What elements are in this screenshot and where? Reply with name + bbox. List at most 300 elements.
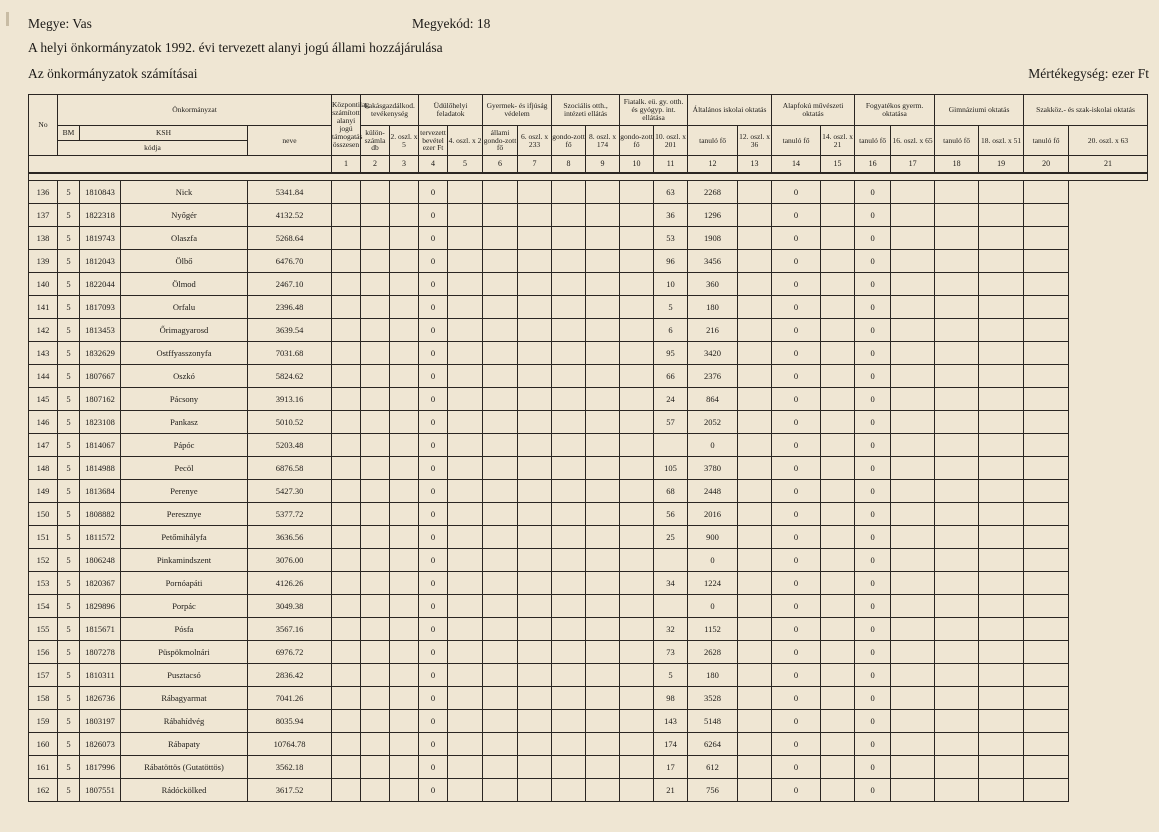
sub-header-2: 2. oszl. x 5 <box>390 126 419 156</box>
row-col-20 <box>979 756 1024 779</box>
row-col-21 <box>1024 733 1069 756</box>
row-col-16 <box>821 480 855 503</box>
row-col-12: 5 <box>654 296 688 319</box>
row-col-18 <box>891 595 935 618</box>
table-row <box>29 342 1148 365</box>
row-col-4 <box>390 595 419 618</box>
row-col-17: 0 <box>855 779 891 802</box>
row-col-9 <box>552 411 586 434</box>
row-col-18 <box>891 227 935 250</box>
row-col-21 <box>1024 342 1069 365</box>
row-col-5: 0 <box>419 710 448 733</box>
row-col-14 <box>738 549 772 572</box>
row-col-6 <box>448 549 483 572</box>
row-total: 3639.54 <box>248 319 332 342</box>
row-col-3 <box>361 756 390 779</box>
row-col-21 <box>1024 756 1069 779</box>
row-col-18 <box>891 296 935 319</box>
row-col-16 <box>821 273 855 296</box>
table-row <box>29 733 1148 756</box>
row-col-14 <box>738 503 772 526</box>
row-col-8 <box>518 595 552 618</box>
row-col-10 <box>586 779 620 802</box>
row-col-18 <box>891 526 935 549</box>
row-col-12: 143 <box>654 710 688 733</box>
row-col-5: 0 <box>419 411 448 434</box>
row-col-19 <box>935 250 979 273</box>
row-col-6 <box>448 388 483 411</box>
row-col-15: 0 <box>772 664 821 687</box>
row-col-9 <box>552 296 586 319</box>
column-number-16: 16 <box>855 156 891 174</box>
column-number-3: 3 <box>390 156 419 174</box>
row-name: Rábapaty <box>121 733 248 756</box>
row-col-16 <box>821 733 855 756</box>
row-name: Rábagyarmat <box>121 687 248 710</box>
row-col-9 <box>552 204 586 227</box>
row-col-7 <box>483 365 518 388</box>
row-col-10 <box>586 664 620 687</box>
row-col-8 <box>518 503 552 526</box>
row-col-13: 2448 <box>688 480 738 503</box>
row-col-8 <box>518 250 552 273</box>
row-col-9 <box>552 434 586 457</box>
row-total: 8035.94 <box>248 710 332 733</box>
row-no: 138 <box>29 227 58 250</box>
row-col-10 <box>586 526 620 549</box>
row-col-19 <box>935 480 979 503</box>
row-bm: 5 <box>58 779 80 802</box>
row-col-10 <box>586 710 620 733</box>
row-col-9 <box>552 503 586 526</box>
row-col-15: 0 <box>772 618 821 641</box>
row-col-16 <box>821 319 855 342</box>
row-col-20 <box>979 365 1024 388</box>
row-col-9 <box>552 365 586 388</box>
row-col-5: 0 <box>419 549 448 572</box>
row-col-10 <box>586 733 620 756</box>
row-no: 152 <box>29 549 58 572</box>
col-no-header: No <box>29 95 58 156</box>
row-ksh: 1832629 <box>80 342 121 365</box>
row-col-15: 0 <box>772 250 821 273</box>
row-col-12: 10 <box>654 273 688 296</box>
column-number-blank <box>29 156 332 174</box>
row-col-17: 0 <box>855 250 891 273</box>
row-col-20 <box>979 204 1024 227</box>
row-total: 3617.52 <box>248 779 332 802</box>
row-name: Orfalu <box>121 296 248 319</box>
row-col-17: 0 <box>855 273 891 296</box>
row-ksh: 1803197 <box>80 710 121 733</box>
row-col-12: 66 <box>654 365 688 388</box>
row-col-20 <box>979 687 1024 710</box>
row-col-21 <box>1024 595 1069 618</box>
row-bm: 5 <box>58 710 80 733</box>
row-col-19 <box>935 733 979 756</box>
row-col-4 <box>390 411 419 434</box>
row-col-16 <box>821 756 855 779</box>
row-col-17: 0 <box>855 503 891 526</box>
row-col-19 <box>935 664 979 687</box>
row-col-11 <box>620 664 654 687</box>
row-col-11 <box>620 388 654 411</box>
row-col-19 <box>935 388 979 411</box>
row-ksh: 1822318 <box>80 204 121 227</box>
row-col-21 <box>1024 641 1069 664</box>
row-col-21 <box>1024 434 1069 457</box>
row-col-10 <box>586 181 620 204</box>
row-col-16 <box>821 296 855 319</box>
row-col-13: 2628 <box>688 641 738 664</box>
row-col-7 <box>483 227 518 250</box>
row-total: 2836.42 <box>248 664 332 687</box>
row-name: Oszkó <box>121 365 248 388</box>
row-no: 145 <box>29 388 58 411</box>
row-col-10 <box>586 641 620 664</box>
row-name: Porpác <box>121 595 248 618</box>
row-col-14 <box>738 388 772 411</box>
row-col-9 <box>552 388 586 411</box>
col-fiatalk-header: Fiatalk. eü. gy. otth. és gyógyp. int. ellátása <box>620 95 688 126</box>
row-col-12: 34 <box>654 572 688 595</box>
row-col-11 <box>620 687 654 710</box>
table-row <box>29 457 1148 480</box>
row-col-21 <box>1024 664 1069 687</box>
row-col-21 <box>1024 250 1069 273</box>
row-col-6 <box>448 618 483 641</box>
row-col-5: 0 <box>419 388 448 411</box>
row-col-4 <box>390 434 419 457</box>
row-col-17: 0 <box>855 342 891 365</box>
row-name: Pósfa <box>121 618 248 641</box>
row-col-13: 756 <box>688 779 738 802</box>
row-col-20 <box>979 434 1024 457</box>
row-col-2 <box>332 526 361 549</box>
row-ksh: 1829896 <box>80 595 121 618</box>
row-col-8 <box>518 710 552 733</box>
row-col-4 <box>390 526 419 549</box>
row-col-20 <box>979 480 1024 503</box>
row-no: 140 <box>29 273 58 296</box>
row-col-13: 900 <box>688 526 738 549</box>
row-no: 146 <box>29 411 58 434</box>
row-col-4 <box>390 756 419 779</box>
row-col-8 <box>518 365 552 388</box>
row-col-7 <box>483 710 518 733</box>
row-total: 5268.64 <box>248 227 332 250</box>
row-col-20 <box>979 733 1024 756</box>
row-col-2 <box>332 181 361 204</box>
row-col-10 <box>586 411 620 434</box>
row-col-21 <box>1024 503 1069 526</box>
row-col-16 <box>821 641 855 664</box>
row-col-14 <box>738 595 772 618</box>
row-col-18 <box>891 365 935 388</box>
row-col-6 <box>448 733 483 756</box>
row-col-21 <box>1024 572 1069 595</box>
row-col-18 <box>891 273 935 296</box>
row-bm: 5 <box>58 181 80 204</box>
row-col-20 <box>979 664 1024 687</box>
row-no: 149 <box>29 480 58 503</box>
row-col-13: 2376 <box>688 365 738 388</box>
row-col-7 <box>483 250 518 273</box>
row-col-18 <box>891 457 935 480</box>
row-col-16 <box>821 687 855 710</box>
row-col-21 <box>1024 687 1069 710</box>
row-col-14 <box>738 342 772 365</box>
row-col-9 <box>552 756 586 779</box>
row-col-16 <box>821 779 855 802</box>
row-name: Rádóckölked <box>121 779 248 802</box>
row-col-15: 0 <box>772 480 821 503</box>
row-col-20 <box>979 457 1024 480</box>
row-col-20 <box>979 618 1024 641</box>
row-total: 7031.68 <box>248 342 332 365</box>
row-col-17: 0 <box>855 296 891 319</box>
row-total: 3636.56 <box>248 526 332 549</box>
row-col-13: 360 <box>688 273 738 296</box>
row-ksh: 1808882 <box>80 503 121 526</box>
row-col-5: 0 <box>419 273 448 296</box>
row-no: 159 <box>29 710 58 733</box>
row-col-11 <box>620 595 654 618</box>
row-col-12: 105 <box>654 457 688 480</box>
row-col-6 <box>448 342 483 365</box>
row-col-9 <box>552 595 586 618</box>
row-col-20 <box>979 250 1024 273</box>
row-bm: 5 <box>58 273 80 296</box>
column-number-row <box>29 156 1148 174</box>
row-col-12: 6 <box>654 319 688 342</box>
sub-header-16: 16. oszl. x 65 <box>891 126 935 156</box>
row-col-10 <box>586 319 620 342</box>
col-lakas-header: Lakásgazdálkod. tevékenység <box>361 95 419 126</box>
row-col-7 <box>483 779 518 802</box>
row-col-18 <box>891 641 935 664</box>
row-col-4 <box>390 296 419 319</box>
sub-header-19: tanuló fő <box>1024 126 1069 156</box>
row-col-19 <box>935 319 979 342</box>
col-gyermek-header: Gyermek- és ifjúság védelem <box>483 95 552 126</box>
row-col-13: 612 <box>688 756 738 779</box>
row-col-14 <box>738 526 772 549</box>
row-col-21 <box>1024 411 1069 434</box>
row-col-3 <box>361 342 390 365</box>
row-col-7 <box>483 572 518 595</box>
row-col-13: 0 <box>688 434 738 457</box>
table-row <box>29 664 1148 687</box>
row-col-5: 0 <box>419 250 448 273</box>
row-col-14 <box>738 434 772 457</box>
row-col-2 <box>332 388 361 411</box>
row-col-8 <box>518 480 552 503</box>
row-col-6 <box>448 756 483 779</box>
row-col-3 <box>361 549 390 572</box>
row-col-4 <box>390 365 419 388</box>
row-col-17: 0 <box>855 664 891 687</box>
row-col-4 <box>390 388 419 411</box>
row-col-18 <box>891 411 935 434</box>
row-total: 3567.16 <box>248 618 332 641</box>
row-col-11 <box>620 434 654 457</box>
county-label: Megye: Vas <box>28 16 92 31</box>
row-col-4 <box>390 549 419 572</box>
row-col-17: 0 <box>855 572 891 595</box>
row-ksh: 1807278 <box>80 641 121 664</box>
row-name: Pusztacsó <box>121 664 248 687</box>
row-col-10 <box>586 388 620 411</box>
row-col-16 <box>821 526 855 549</box>
row-ksh: 1826073 <box>80 733 121 756</box>
row-col-10 <box>586 503 620 526</box>
row-col-19 <box>935 549 979 572</box>
row-col-2 <box>332 549 361 572</box>
row-bm: 5 <box>58 365 80 388</box>
row-col-15: 0 <box>772 227 821 250</box>
row-col-12 <box>654 595 688 618</box>
row-col-7 <box>483 411 518 434</box>
row-ksh: 1807551 <box>80 779 121 802</box>
row-bm: 5 <box>58 296 80 319</box>
row-col-6 <box>448 434 483 457</box>
row-name: Pinkamindszent <box>121 549 248 572</box>
sub-header-10: 10. oszl. x 201 <box>654 126 688 156</box>
row-bm: 5 <box>58 204 80 227</box>
col-bm-header: BM <box>58 126 80 141</box>
paper-edge-mark <box>6 12 9 26</box>
row-col-9 <box>552 779 586 802</box>
table-row <box>29 687 1148 710</box>
row-col-2 <box>332 756 361 779</box>
row-col-21 <box>1024 549 1069 572</box>
row-col-19 <box>935 595 979 618</box>
row-col-11 <box>620 526 654 549</box>
unit-label: Mértékegység: ezer Ft <box>1028 66 1149 81</box>
row-col-2 <box>332 319 361 342</box>
row-ksh: 1822044 <box>80 273 121 296</box>
sub-header-18: 18. oszl. x 51 <box>979 126 1024 156</box>
row-col-19 <box>935 503 979 526</box>
row-no: 161 <box>29 756 58 779</box>
row-col-19 <box>935 526 979 549</box>
row-col-14 <box>738 641 772 664</box>
row-no: 160 <box>29 733 58 756</box>
row-col-17: 0 <box>855 227 891 250</box>
row-col-3 <box>361 434 390 457</box>
row-col-10 <box>586 618 620 641</box>
table-row <box>29 618 1148 641</box>
row-total: 5824.62 <box>248 365 332 388</box>
row-col-6 <box>448 526 483 549</box>
row-col-17: 0 <box>855 618 891 641</box>
row-col-2 <box>332 250 361 273</box>
row-col-2 <box>332 296 361 319</box>
row-col-16 <box>821 388 855 411</box>
row-col-3 <box>361 457 390 480</box>
row-col-18 <box>891 342 935 365</box>
row-col-9 <box>552 250 586 273</box>
row-col-6 <box>448 204 483 227</box>
row-col-13: 2052 <box>688 411 738 434</box>
row-col-8 <box>518 273 552 296</box>
row-ksh: 1810843 <box>80 181 121 204</box>
row-name: Petőmihályfa <box>121 526 248 549</box>
row-col-12: 32 <box>654 618 688 641</box>
row-col-15: 0 <box>772 687 821 710</box>
row-no: 137 <box>29 204 58 227</box>
row-bm: 5 <box>58 664 80 687</box>
row-col-13: 3528 <box>688 687 738 710</box>
row-col-6 <box>448 227 483 250</box>
row-col-5: 0 <box>419 756 448 779</box>
row-col-18 <box>891 549 935 572</box>
row-col-3 <box>361 273 390 296</box>
row-ksh: 1807667 <box>80 365 121 388</box>
row-col-10 <box>586 204 620 227</box>
header-row-2 <box>29 126 1148 141</box>
row-col-8 <box>518 641 552 664</box>
row-col-6 <box>448 503 483 526</box>
row-col-15: 0 <box>772 779 821 802</box>
row-col-11 <box>620 503 654 526</box>
row-col-20 <box>979 526 1024 549</box>
column-number-18: 18 <box>935 156 979 174</box>
row-no: 139 <box>29 250 58 273</box>
column-number-15: 15 <box>821 156 855 174</box>
row-col-5: 0 <box>419 779 448 802</box>
row-no: 143 <box>29 342 58 365</box>
row-col-2 <box>332 641 361 664</box>
row-col-19 <box>935 457 979 480</box>
row-col-17: 0 <box>855 181 891 204</box>
row-bm: 5 <box>58 342 80 365</box>
row-col-8 <box>518 526 552 549</box>
row-col-8 <box>518 319 552 342</box>
row-col-8 <box>518 411 552 434</box>
row-col-18 <box>891 250 935 273</box>
sub-header-7: gondo-zott fő <box>552 126 586 156</box>
col-udulo-header: Üdülőhelyi feladatok <box>419 95 483 126</box>
row-col-11 <box>620 457 654 480</box>
row-ksh: 1814988 <box>80 457 121 480</box>
row-col-12: 63 <box>654 181 688 204</box>
row-col-4 <box>390 733 419 756</box>
row-col-3 <box>361 710 390 733</box>
row-col-15: 0 <box>772 365 821 388</box>
row-col-19 <box>935 710 979 733</box>
row-col-14 <box>738 779 772 802</box>
row-col-7 <box>483 549 518 572</box>
row-col-18 <box>891 503 935 526</box>
column-number-5: 5 <box>448 156 483 174</box>
row-name: Nyőgér <box>121 204 248 227</box>
column-number-13: 13 <box>738 156 772 174</box>
row-col-9 <box>552 733 586 756</box>
row-name: Ölmod <box>121 273 248 296</box>
row-col-19 <box>935 687 979 710</box>
row-col-10 <box>586 756 620 779</box>
row-col-5: 0 <box>419 733 448 756</box>
sub-header-15: tanuló fő <box>855 126 891 156</box>
row-col-21 <box>1024 526 1069 549</box>
row-col-7 <box>483 457 518 480</box>
row-col-16 <box>821 457 855 480</box>
row-col-12: 36 <box>654 204 688 227</box>
row-col-3 <box>361 204 390 227</box>
row-col-15: 0 <box>772 710 821 733</box>
